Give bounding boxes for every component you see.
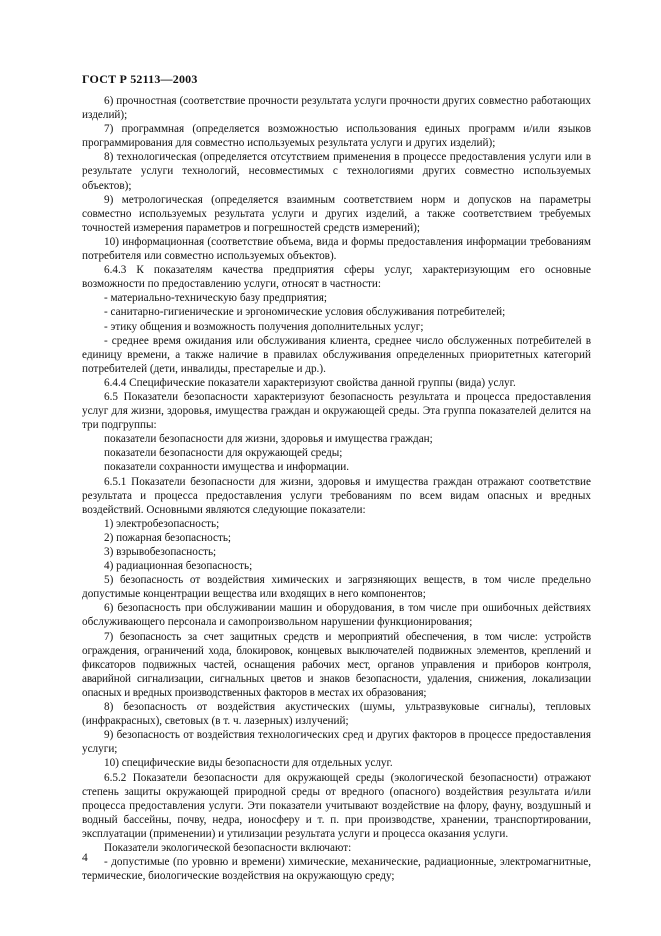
list-item: показатели безопасности для окружающей среды;	[104, 447, 343, 460]
list-item: 9) безопасность от воздействия технологических сред и других факторов в процессе предоставления услуги;	[82, 729, 591, 756]
list-item: - допустимые (по уровню и времени) химические, механические, радиационные, электромагнитные, термические, биологические воздействия на окружающую среду;	[82, 856, 591, 883]
list-item: 6) безопасность при обслуживании машин и оборудования, в том числе при ошибочных действиях обслуживающего персонала и самопроизвольном нарушении функционирования;	[82, 602, 591, 629]
list-item: 3) взрывобезопасность;	[104, 546, 217, 558]
paragraph: 6.4.4 Специфические показатели характеризуют свойства данной группы (вида) услуг.	[104, 376, 516, 389]
list-item: 8) безопасность от воздействия акустических (шумы, ультразвуковые сигналы), тепловых (инфракрасных), световых (в т. ч. лазерных) излучений;	[82, 701, 591, 728]
list-item: показатели безопасности для жизни, здоровья и имущества граждан;	[104, 433, 433, 446]
list-item: 7) безопасность за счет защитных средств и мероприятий обеспечения, в том числе: устройств ограждения, ограничений хода, блокировок, концевых выключателей подвижных элементов, креплений и фиксаторов подвижных частей, оснащения рабочих мест, органов управления и приборов контроля, аварийной сигнализации, сигнальных цветов и знаков безопасности, удаления, снижения, локализации опасных и вредных производственных факторов в местах их образования;	[82, 630, 591, 699]
paragraph: 6.5.2 Показатели безопасности для окружающей среды (экологической безопасности) отражают степень защиты окружающей природной среды от вредного (опасного) воздействия результата и/или процесса предоставления услуги. Эти показатели учитывают воздействие на флору, фауну, воздушный и водный бассейны, почву, недра, ионосферу и т. п. при производстве, хранении, транспортировании, эксплуатации (применении) и утилизации результата услуги и процесса оказания услуги.	[82, 771, 591, 840]
paragraph: 7) программная (определяется возможностью использования единых программ и/или языков программирования для совместно используемых результата услуги и других изделий);	[82, 123, 591, 150]
list-item: 2) пожарная безопасность;	[104, 531, 232, 544]
document-header: ГОСТ Р 52113—2003	[82, 72, 198, 86]
list-item: 10) специфические виды безопасности для отдельных услуг.	[104, 757, 393, 770]
paragraph: Показатели экологической безопасности включают:	[104, 841, 352, 854]
list-item: 1) электробезопасность;	[104, 517, 220, 530]
paragraph: 6.5.1 Показатели безопасности для жизни, здоровья и имущества граждан отражают соответствие результата и процесса предоставления услуги требованиям по всем видам опасных и вредных воздействий. Основными являются следующие показатели:	[82, 475, 591, 516]
page-number: 4	[82, 852, 88, 864]
list-item: - этику общения и возможность получения дополнительных услуг;	[104, 320, 424, 333]
paragraph: 6.5 Показатели безопасности характеризуют безопасность результата и процесса предоставления услуг для жизни, здоровья, имущества граждан и окружающей среды. Эта группа показателей делится на три подгруппы:	[82, 390, 591, 432]
list-item: 5) безопасность от воздействия химических и загрязняющих веществ, в том числе предельно допустимые концентрации вещества или входящих в него компонентов;	[82, 574, 591, 601]
paragraph: 6.4.3 К показателям качества предприятия сферы услуг, характеризующим его основные возможности по предоставлению услуги, относят в частности:	[82, 264, 591, 291]
list-item: - материально-техническую базу предприятия;	[104, 292, 327, 305]
paragraph: 6) прочностная (соответствие прочности результата услуги прочности других совместно работающих изделий);	[82, 95, 591, 122]
list-item: - санитарно-гигиенические и эргономические условия обслуживания потребителей;	[104, 306, 506, 319]
list-item: показатели сохранности имущества и информации.	[104, 461, 350, 474]
paragraph: 8) технологическая (определяется отсутствием применения в процессе предоставления услуги или в результате услуги технологий, несовместимых с технологиями других совместно используемых объектов);	[82, 151, 591, 192]
paragraph: 10) информационная (соответствие объема, вида и формы предоставления информации требованиям потребителя или совместно используемых объектов).	[82, 235, 591, 263]
paragraph: 9) метрологическая (определяется взаимным соответствием норм и допусков на параметры совместно используемых результата услуги и других изделий, а также соответствием требуемых точностей измерения параметров и погрешностей средств измерений);	[82, 193, 591, 234]
list-item: - среднее время ожидания или обслуживания клиента, среднее число обслуженных потребителей в единицу времени, а также наличие в правилах обслуживания определенных приоритетных категорий потребителей (дети, инвалиды, престарелые и др.).	[82, 334, 591, 375]
document-body	[82, 94, 591, 883]
list-item: 4) радиационная безопасность;	[104, 560, 253, 573]
